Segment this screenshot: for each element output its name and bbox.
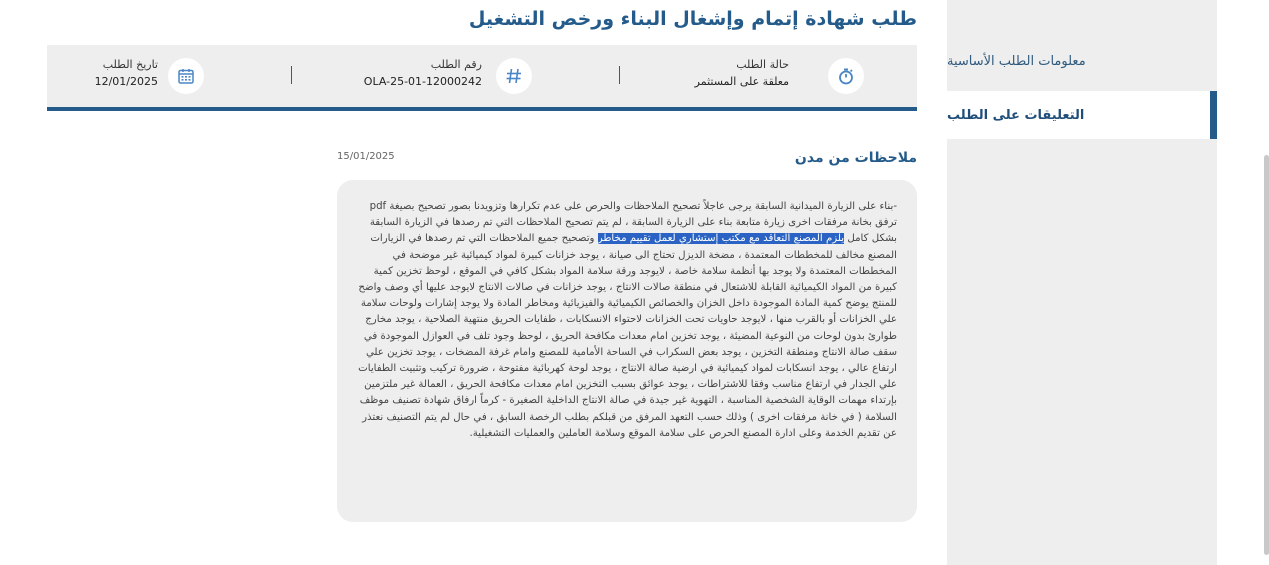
sidebar-item-comments[interactable] bbox=[947, 91, 1217, 139]
selected-text: يلزم المصنع التعاقد مع مكتب إستشاري لعمل تقييم مخاطر bbox=[597, 233, 845, 245]
comment-date: 15/01/2025 bbox=[337, 151, 395, 162]
comment-bubble bbox=[337, 180, 917, 522]
sidebar-item-label: التعليقات على الطلب bbox=[947, 107, 1085, 123]
stopwatch-icon bbox=[828, 58, 864, 94]
status-value: معلقة على المستثمر bbox=[694, 75, 789, 88]
page-title: طلب شهادة إتمام وإشغال البناء ورخص التشغيل bbox=[468, 8, 917, 30]
calendar-icon bbox=[168, 58, 204, 94]
comment-text-part: -بناء على الزيارة الميدانية السابقة يرجى عاجلاً تصحيح الملاحظات والحرص على عدم تكرارها وتزويدنا بصور تصحيح بصيغة pdf ترفق بخانة مرفقات اخرى زيارة متابعة بناء على الزيارة السابقة ، لم يتم تصحيح الملاحظات التي تم رصدها في الزيارة السابقة بشكل كامل bbox=[369, 201, 897, 245]
request-date-value: 12/01/2025 bbox=[94, 75, 158, 88]
status-label: حالة الطلب bbox=[736, 58, 789, 71]
sidebar-item-label: معلومات الطلب الأساسية bbox=[947, 53, 1086, 69]
scrollbar[interactable] bbox=[1264, 155, 1269, 555]
request-date-label: تاريخ الطلب bbox=[102, 58, 158, 71]
comment-text[interactable] bbox=[357, 199, 897, 442]
comment-text-part: وتصحيح جميع الملاحظات التي تم رصدها في الزيارات المصنع مخالف للمخططات المعتمدة ، مضخة الديزل تحتاج الى صيانة ، يوجد خزانات كبيرة لمواد كيميائية غير موضحة في المخططات المعتمدة ولا يوجد بها أنظمة سلامة خاصة ، لايوجد ورقة سلامة المواد بشكل كافي في الموقع ، لوحظ تخزين كمية كبيرة من المواد الكيميائية القابلة للاشتعال في منطقة صالات الانتاج ، يوجد خزانات في صالات الانتاج لايوجد عليها أي وصف واضح للمنتج يوضح كمية المادة الموجودة داخل الخزان والخصائص الكيميائية والفيزيائية ومخاطر المادة ولا يوجد إشارات ولوحات سلامة علي الخزانات أو بالقرب منها ، لايوجد حاويات تحت الخزانات لاحتواء الانسكابات ، طفايات الحريق منتهية الصلاحية ، يوجد مخارج طوارئ بدون لوحات من النوعية المضيئة ، يوجد تخزين امام معدات مكافحة الحريق ، لوحظ وجود تلف في العوازل الموجودة في سقف صالة الانتاج ومنطقة التخزين ، يوجد بعض السكراب في الساحة الأمامية للمصنع وامام غرفة المضخات ، يوجد تخزين علي ارتفاع عالي ، يوجد انسكابات لمواد كيميائية في ارضية صالة الانتاج ، يوجد لوحة كهربائية مفتوحة ، ضرورة تركيب وتثبيت الطفايات علي الجدار في ارتفاع مناسب وفقا للاشتراطات ، يوجد عوائق بسبب التخزين امام معدات مكافحة الحريق ، العمالة غير ملتزمين بإرتداء مهمات الوقاية الشخصية المناسبة ، التهوية غير جيدة في صالة الانتاج الداخلية الصغيرة - كرماً ارفاق شهادة تصنيف موظف السلامة ( في خانة مرفقات اخرى ) وذلك حسب التعهد المرفق من قبلكم بطلب الرخصة السابق ، في حال لم يتم التصنيف نعتذر عن تقديم الخدمة وعلى ادارة المصنع الحرص على سلامة الموقع وسلامة العاملين والعمليات التشغيلية. bbox=[358, 233, 897, 439]
comments-section-title: ملاحظات من مدن bbox=[794, 150, 917, 166]
divider bbox=[291, 66, 292, 84]
sidebar bbox=[947, 0, 1217, 565]
request-info-bar bbox=[47, 45, 917, 111]
divider bbox=[619, 66, 620, 84]
hash-icon bbox=[496, 58, 532, 94]
request-number-value: OLA-25-01-12000242 bbox=[363, 75, 482, 88]
request-number-label: رقم الطلب bbox=[430, 58, 482, 71]
sidebar-item-basic-info[interactable] bbox=[947, 37, 1217, 85]
